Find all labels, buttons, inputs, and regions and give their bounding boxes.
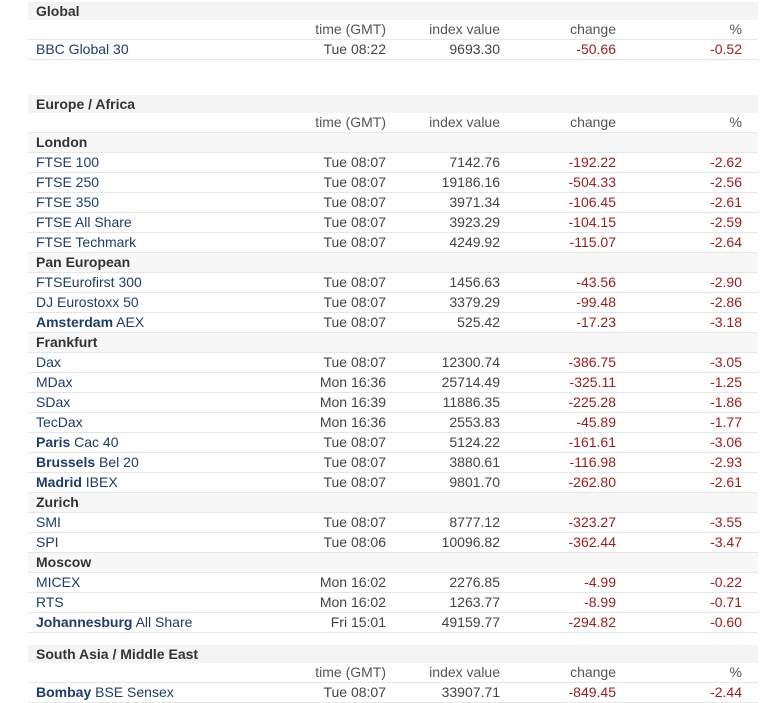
header-index-value: index value xyxy=(429,21,500,37)
index-name-link[interactable] xyxy=(36,213,132,232)
index-percent: -2.44 xyxy=(710,684,742,700)
section-global xyxy=(28,2,758,60)
index-time: Tue 08:07 xyxy=(323,214,386,230)
index-city-label: Paris xyxy=(36,434,71,450)
index-value: 8777.12 xyxy=(449,514,500,530)
index-row xyxy=(28,533,758,553)
index-name-label: FTSE 350 xyxy=(36,194,100,210)
index-name-link[interactable] xyxy=(36,453,139,472)
index-name-link[interactable] xyxy=(36,413,83,432)
index-percent: -3.05 xyxy=(710,354,742,370)
index-percent: -0.71 xyxy=(710,594,742,610)
index-row xyxy=(28,293,758,313)
index-rows xyxy=(28,40,758,60)
index-name-label: MDax xyxy=(36,374,73,390)
index-city-label: Brussels xyxy=(36,454,96,470)
index-percent: -2.90 xyxy=(710,274,742,290)
index-city-label: Bombay xyxy=(36,684,92,700)
header-percent: % xyxy=(729,114,742,130)
index-percent: -1.25 xyxy=(710,374,742,390)
index-row xyxy=(28,413,758,433)
group-label: Zurich xyxy=(28,493,758,513)
index-name-link[interactable] xyxy=(36,293,139,312)
index-change: -225.28 xyxy=(568,394,616,410)
index-name-link[interactable] xyxy=(36,433,119,452)
index-name-label: MICEX xyxy=(36,574,81,590)
index-name-label: SDax xyxy=(36,394,71,410)
index-value: 11886.35 xyxy=(442,394,500,410)
column-header-row xyxy=(28,663,758,683)
index-change: -43.56 xyxy=(576,274,616,290)
index-change: -115.07 xyxy=(569,234,616,250)
index-name-link[interactable] xyxy=(36,313,144,332)
index-time: Tue 08:07 xyxy=(323,174,386,190)
header-change: change xyxy=(570,114,616,130)
index-change: -262.80 xyxy=(568,474,616,490)
index-percent: -3.47 xyxy=(710,534,742,550)
index-value: 19186.16 xyxy=(441,174,500,190)
index-time: Tue 08:07 xyxy=(323,434,386,450)
index-time: Mon 16:36 xyxy=(319,414,386,430)
index-change: -45.89 xyxy=(576,414,616,430)
section-title: South Asia / Middle East xyxy=(28,645,758,663)
index-change: -849.45 xyxy=(568,684,616,700)
index-percent: -2.56 xyxy=(710,174,742,190)
index-value: 3880.61 xyxy=(449,454,500,470)
index-change: -4.99 xyxy=(584,574,616,590)
index-name-link[interactable] xyxy=(36,153,99,172)
header-percent: % xyxy=(729,21,742,37)
index-percent: -3.18 xyxy=(710,314,742,330)
index-row xyxy=(28,233,758,253)
index-change: -50.66 xyxy=(576,41,616,57)
index-row xyxy=(28,193,758,213)
index-row xyxy=(28,453,758,473)
index-time: Tue 08:07 xyxy=(323,234,386,250)
index-change: -294.82 xyxy=(568,614,616,630)
section-south-asia-middle-east xyxy=(28,645,758,703)
index-name-link[interactable] xyxy=(36,473,118,492)
index-percent: -2.93 xyxy=(710,454,742,470)
index-percent: -0.22 xyxy=(710,574,742,590)
index-change: -504.33 xyxy=(568,174,616,190)
index-row xyxy=(28,593,758,613)
index-change: -386.75 xyxy=(568,354,616,370)
index-name-link[interactable] xyxy=(36,173,99,192)
index-change: -161.61 xyxy=(568,434,616,450)
index-time: Tue 08:07 xyxy=(323,154,386,170)
index-row xyxy=(28,40,758,60)
index-percent: -2.64 xyxy=(710,234,742,250)
index-value: 33907.71 xyxy=(441,684,500,700)
index-name-label: DJ Eurostoxx 50 xyxy=(36,294,139,310)
index-percent: -0.60 xyxy=(710,614,742,630)
index-percent: -2.61 xyxy=(710,194,742,210)
header-time: time (GMT) xyxy=(315,664,386,680)
index-percent: -1.86 xyxy=(710,394,742,410)
column-header-row xyxy=(28,113,758,133)
index-value: 3379.29 xyxy=(449,294,500,310)
index-change: -106.45 xyxy=(568,194,616,210)
index-value: 525.42 xyxy=(457,314,500,330)
index-row xyxy=(28,473,758,493)
index-time: Fri 15:01 xyxy=(330,614,386,630)
index-time: Mon 16:02 xyxy=(319,574,386,590)
index-value: 4249.92 xyxy=(449,234,500,250)
index-name-link[interactable] xyxy=(36,533,59,552)
index-percent: -2.61 xyxy=(710,474,742,490)
index-name-label: Bel 20 xyxy=(99,454,139,470)
index-name-link[interactable] xyxy=(36,613,192,632)
index-name-link[interactable] xyxy=(36,593,64,612)
index-name-label: SMI xyxy=(36,514,61,530)
index-change: -99.48 xyxy=(576,294,616,310)
index-value: 3923.29 xyxy=(449,214,500,230)
index-value: 7142.76 xyxy=(449,154,500,170)
index-name-link[interactable] xyxy=(36,273,142,292)
index-name-link[interactable] xyxy=(36,193,99,212)
index-rows xyxy=(28,133,758,633)
index-name-link[interactable] xyxy=(36,393,70,412)
index-name-label: RTS xyxy=(36,594,64,610)
index-row xyxy=(28,433,758,453)
index-name-label: Dax xyxy=(36,354,61,370)
header-change: change xyxy=(570,21,616,37)
index-name-label: BSE Sensex xyxy=(95,684,174,700)
index-change: -8.99 xyxy=(584,594,616,610)
index-row xyxy=(28,573,758,593)
index-time: Tue 08:07 xyxy=(323,314,386,330)
index-value: 3971.34 xyxy=(449,194,500,210)
index-change: -116.98 xyxy=(569,454,616,470)
index-row xyxy=(28,153,758,173)
index-value: 5124.22 xyxy=(449,434,500,450)
header-change: change xyxy=(570,664,616,680)
index-name-label: All Share xyxy=(135,614,193,630)
header-percent: % xyxy=(729,664,742,680)
index-time: Tue 08:07 xyxy=(323,514,386,530)
index-rows xyxy=(28,683,758,703)
index-name-label: FTSE 100 xyxy=(36,154,100,170)
index-time: Tue 08:07 xyxy=(323,194,386,210)
header-time: time (GMT) xyxy=(315,21,386,37)
index-name-label: FTSE 250 xyxy=(36,174,100,190)
index-name-label: AEX xyxy=(116,314,145,330)
index-city-label: Madrid xyxy=(36,474,82,490)
index-row xyxy=(28,273,758,293)
index-name-label: IBEX xyxy=(85,474,118,490)
index-value: 9693.30 xyxy=(449,41,500,57)
index-name-label: BBC Global 30 xyxy=(36,41,129,57)
index-time: Tue 08:07 xyxy=(323,454,386,470)
index-time: Tue 08:07 xyxy=(323,474,386,490)
index-name-label: SPI xyxy=(36,534,59,550)
index-name-link[interactable] xyxy=(36,233,136,252)
header-index-value: index value xyxy=(429,114,500,130)
index-row xyxy=(28,513,758,533)
index-row xyxy=(28,353,758,373)
index-name-label: FTSEurofirst 300 xyxy=(36,274,142,290)
index-name-label: Cac 40 xyxy=(74,434,119,450)
index-change: -362.44 xyxy=(568,534,616,550)
index-value: 1456.63 xyxy=(449,274,500,290)
index-value: 2276.85 xyxy=(449,574,500,590)
index-time: Mon 16:02 xyxy=(319,594,386,610)
group-label: Frankfurt xyxy=(28,333,758,353)
index-row xyxy=(28,613,758,633)
group-label: London xyxy=(28,133,758,153)
header-time: time (GMT) xyxy=(315,114,386,130)
index-time: Tue 08:07 xyxy=(323,294,386,310)
index-change: -104.15 xyxy=(568,214,616,230)
index-time: Tue 08:06 xyxy=(323,534,386,550)
index-value: 12300.74 xyxy=(441,354,500,370)
header-index-value: index value xyxy=(429,664,500,680)
index-change: -192.22 xyxy=(568,154,616,170)
index-row xyxy=(28,213,758,233)
index-name-link[interactable] xyxy=(36,513,61,532)
index-name-link[interactable] xyxy=(36,40,129,59)
index-city-label: Amsterdam xyxy=(36,314,114,330)
group-label: Moscow xyxy=(28,553,758,573)
index-value: 1263.77 xyxy=(449,594,500,610)
index-name-link[interactable] xyxy=(36,573,80,592)
index-percent: -3.06 xyxy=(710,434,742,450)
index-row xyxy=(28,393,758,413)
section-title: Global xyxy=(28,2,758,20)
index-row xyxy=(28,173,758,193)
index-value: 10096.82 xyxy=(441,534,500,550)
index-percent: -0.52 xyxy=(710,41,742,57)
index-percent: -2.86 xyxy=(710,294,742,310)
index-name-link[interactable] xyxy=(36,683,174,702)
index-row xyxy=(28,683,758,703)
index-value: 25714.49 xyxy=(441,374,500,390)
index-percent: -2.62 xyxy=(710,154,742,170)
index-row xyxy=(28,373,758,393)
section-title: Europe / Africa xyxy=(28,95,758,113)
index-name-link[interactable] xyxy=(36,373,73,392)
index-name-label: TecDax xyxy=(36,414,83,430)
index-row xyxy=(28,313,758,333)
index-name-label: FTSE Techmark xyxy=(36,234,137,250)
index-value: 2553.83 xyxy=(449,414,500,430)
index-time: Tue 08:07 xyxy=(323,684,386,700)
index-time: Tue 08:22 xyxy=(323,41,386,57)
index-change: -17.23 xyxy=(576,314,616,330)
index-time: Tue 08:07 xyxy=(323,354,386,370)
section-europe-africa xyxy=(28,95,758,633)
index-city-label: Johannesburg xyxy=(36,614,133,630)
index-percent: -2.59 xyxy=(710,214,742,230)
index-percent: -1.77 xyxy=(710,414,742,430)
index-time: Mon 16:39 xyxy=(319,394,386,410)
index-change: -323.27 xyxy=(568,514,616,530)
index-name-link[interactable] xyxy=(36,353,61,372)
index-time: Mon 16:36 xyxy=(319,374,386,390)
group-label: Pan European xyxy=(28,253,758,273)
index-value: 49159.77 xyxy=(441,614,500,630)
index-time: Tue 08:07 xyxy=(323,274,386,290)
index-change: -325.11 xyxy=(569,374,616,390)
index-percent: -3.55 xyxy=(710,514,742,530)
column-header-row xyxy=(28,20,758,40)
index-value: 9801.70 xyxy=(449,474,500,490)
index-name-label: FTSE All Share xyxy=(36,214,132,230)
